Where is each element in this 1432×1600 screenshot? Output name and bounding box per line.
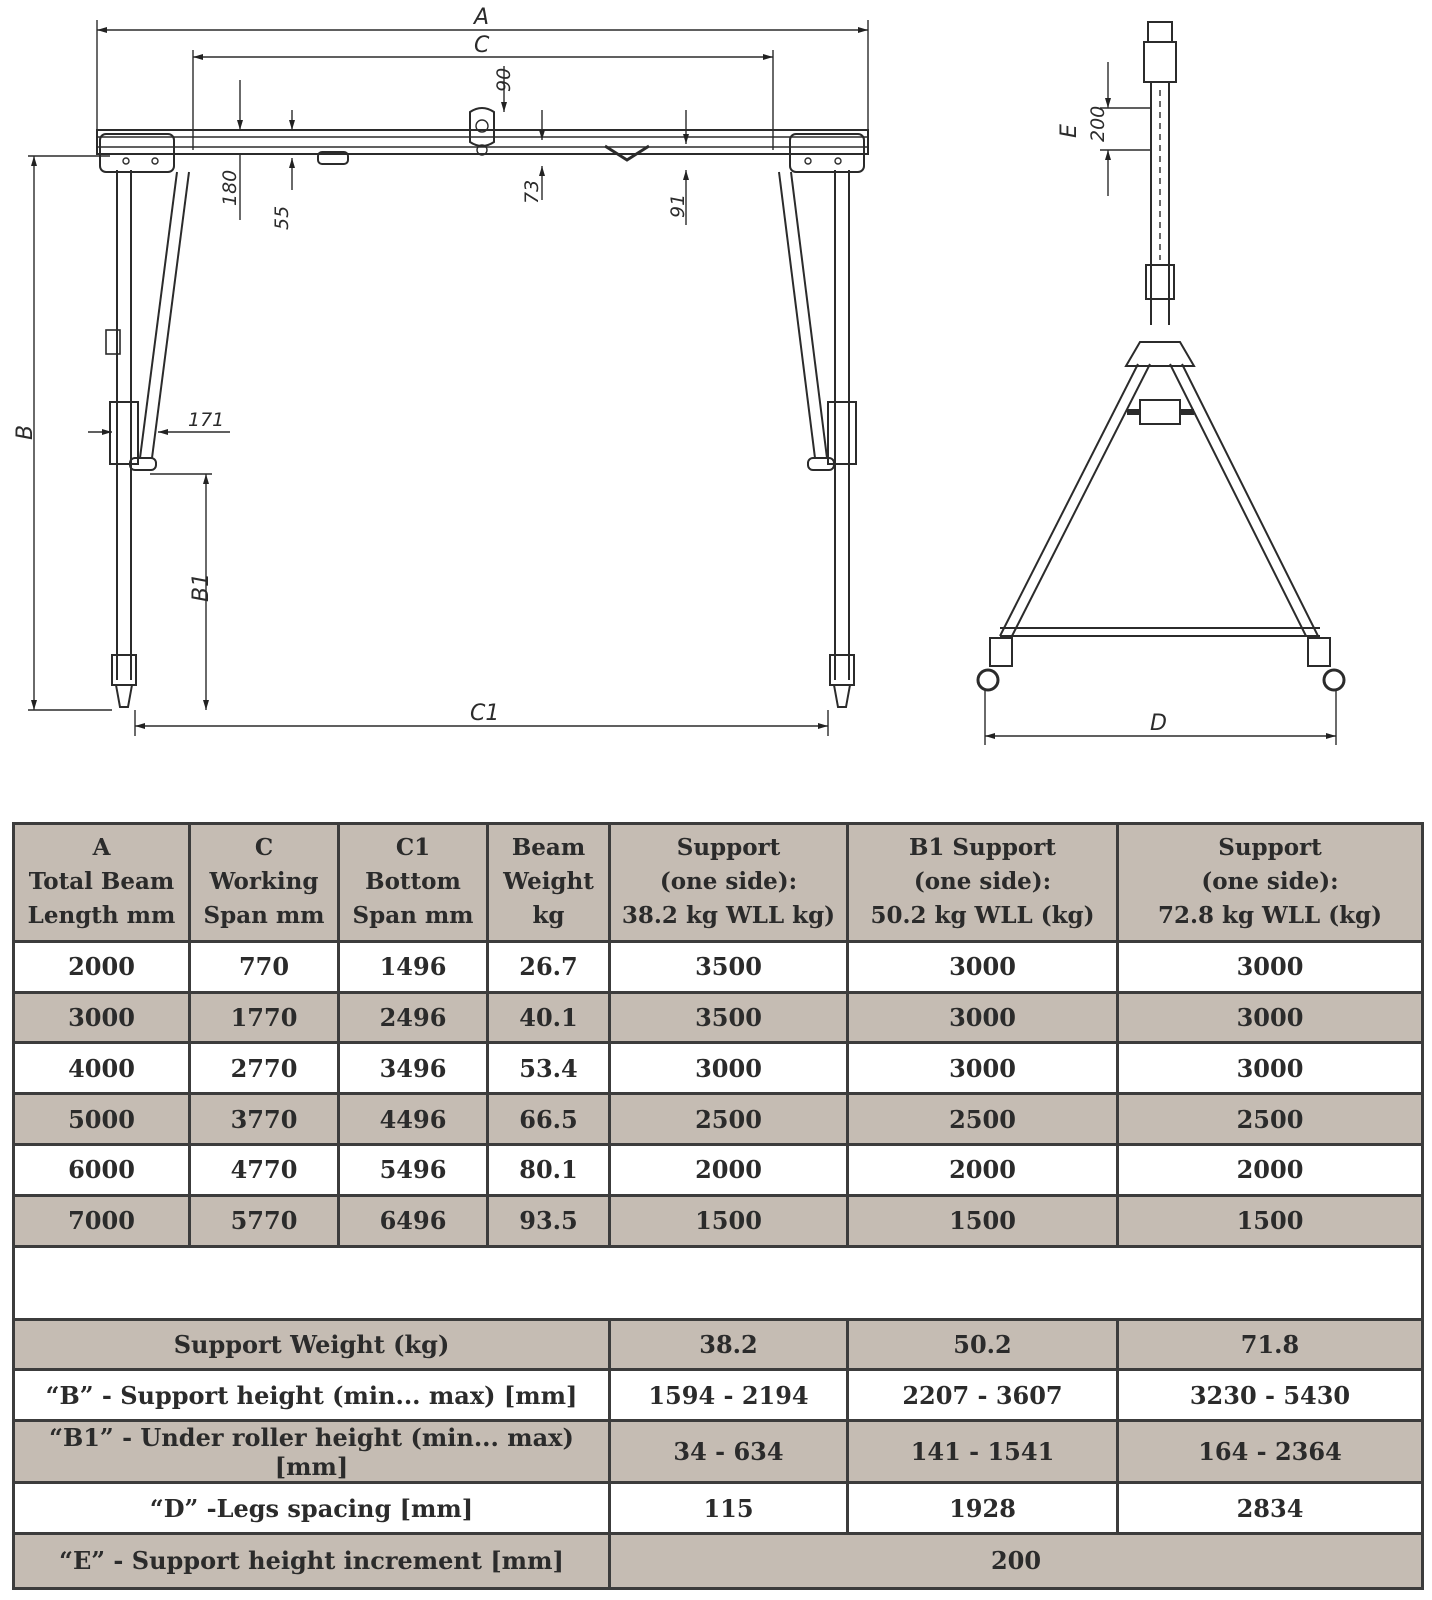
cell: 6496 <box>339 1195 488 1246</box>
header-support-38: Support (one side): 38.2 kg WLL kg) <box>610 824 848 942</box>
dim-label-b1: B1 <box>189 572 214 602</box>
header-a: A Total Beam Length mm <box>14 824 190 942</box>
cell: 4496 <box>339 1094 488 1145</box>
cell: 7000 <box>14 1195 190 1246</box>
dim-label-b: B <box>13 424 38 440</box>
table-row <box>14 1094 1423 1145</box>
dim-label-73: 73 <box>521 179 543 204</box>
header-support-72: Support (one side): 72.8 kg WLL (kg) <box>1118 824 1423 942</box>
cell: 6000 <box>14 1144 190 1195</box>
cell: 71.8 <box>1118 1319 1423 1370</box>
cell: 66.5 <box>488 1094 610 1145</box>
cell: 40.1 <box>488 992 610 1043</box>
cell: 1496 <box>339 941 488 992</box>
dim-label-200: 200 <box>1087 105 1109 142</box>
cell: 38.2 <box>610 1319 848 1370</box>
cell: 5000 <box>14 1094 190 1145</box>
dim-label-d: D <box>1150 711 1167 736</box>
cell: 3500 <box>610 992 848 1043</box>
under-roller-height-row <box>14 1421 1423 1483</box>
cell: 3000 <box>610 1043 848 1094</box>
cell: 2000 <box>848 1144 1118 1195</box>
cell: 1500 <box>610 1195 848 1246</box>
cell: 2500 <box>848 1094 1118 1145</box>
cell: 53.4 <box>488 1043 610 1094</box>
cell: 2000 <box>610 1144 848 1195</box>
table-row <box>14 1195 1423 1246</box>
cell: 2207 - 3607 <box>848 1370 1118 1421</box>
cell: 3000 <box>14 992 190 1043</box>
cell: 80.1 <box>488 1144 610 1195</box>
dim-label-180: 180 <box>219 169 241 206</box>
cell: 3000 <box>1118 941 1423 992</box>
cell: 2500 <box>610 1094 848 1145</box>
cell: 1500 <box>848 1195 1118 1246</box>
gantry-technical-drawing <box>0 0 1432 790</box>
cell: 164 - 2364 <box>1118 1421 1423 1483</box>
table-row <box>14 992 1423 1043</box>
cell: 3500 <box>610 941 848 992</box>
dim-label-a: A <box>474 5 490 30</box>
dim-label-91: 91 <box>667 193 689 218</box>
support-row-label: “B1” - Under roller height (min... max) [mm] <box>14 1421 610 1483</box>
dim-label-90: 90 <box>493 67 515 92</box>
cell: 2496 <box>339 992 488 1043</box>
cell: 2834 <box>1118 1483 1423 1534</box>
cell: 3000 <box>848 992 1118 1043</box>
cell: 50.2 <box>848 1319 1118 1370</box>
cell: 200 <box>610 1533 1423 1588</box>
dim-label-55: 55 <box>271 205 293 230</box>
cell: 2000 <box>14 941 190 992</box>
cell: 3000 <box>848 941 1118 992</box>
spacer-cell <box>14 1246 1423 1319</box>
cell: 93.5 <box>488 1195 610 1246</box>
cell: 26.7 <box>488 941 610 992</box>
support-row-label: “B” - Support height (min... max) [mm] <box>14 1370 610 1421</box>
cell: 3230 - 5430 <box>1118 1370 1423 1421</box>
cell: 5770 <box>190 1195 339 1246</box>
table-header-row <box>14 824 1423 942</box>
cell: 3496 <box>339 1043 488 1094</box>
header-c1: C1 Bottom Span mm <box>339 824 488 942</box>
support-row-label: Support Weight (kg) <box>14 1319 610 1370</box>
cell: 3000 <box>848 1043 1118 1094</box>
cell: 5496 <box>339 1144 488 1195</box>
support-row-label: “D” -Legs spacing [mm] <box>14 1483 610 1534</box>
support-weight-row <box>14 1319 1423 1370</box>
support-height-row <box>14 1370 1423 1421</box>
cell: 2000 <box>1118 1144 1423 1195</box>
cell: 1500 <box>1118 1195 1423 1246</box>
table-row <box>14 1043 1423 1094</box>
drawing-svg <box>0 0 1432 790</box>
cell: 2500 <box>1118 1094 1423 1145</box>
table-row <box>14 941 1423 992</box>
header-support-50: B1 Support (one side): 50.2 kg WLL (kg) <box>848 824 1118 942</box>
legs-spacing-row <box>14 1483 1423 1534</box>
height-increment-row <box>14 1533 1423 1588</box>
dim-label-c1: C1 <box>470 701 500 726</box>
dim-label-c: C <box>474 33 490 58</box>
dim-label-e: E <box>1057 124 1082 138</box>
cell: 141 - 1541 <box>848 1421 1118 1483</box>
cell: 3000 <box>1118 992 1423 1043</box>
cell: 1770 <box>190 992 339 1043</box>
cell: 3000 <box>1118 1043 1423 1094</box>
cell: 770 <box>190 941 339 992</box>
specifications-table <box>12 822 1424 1590</box>
cell: 1928 <box>848 1483 1118 1534</box>
cell: 3770 <box>190 1094 339 1145</box>
header-c: C Working Span mm <box>190 824 339 942</box>
cell: 1594 - 2194 <box>610 1370 848 1421</box>
cell: 4770 <box>190 1144 339 1195</box>
table-row <box>14 1144 1423 1195</box>
cell: 2770 <box>190 1043 339 1094</box>
cell: 115 <box>610 1483 848 1534</box>
cell: 4000 <box>14 1043 190 1094</box>
header-beam-weight: Beam Weight kg <box>488 824 610 942</box>
table-spacer-row <box>14 1246 1423 1319</box>
support-row-label: “E” - Support height increment [mm] <box>14 1533 610 1588</box>
dim-label-171: 171 <box>188 409 225 431</box>
cell: 34 - 634 <box>610 1421 848 1483</box>
